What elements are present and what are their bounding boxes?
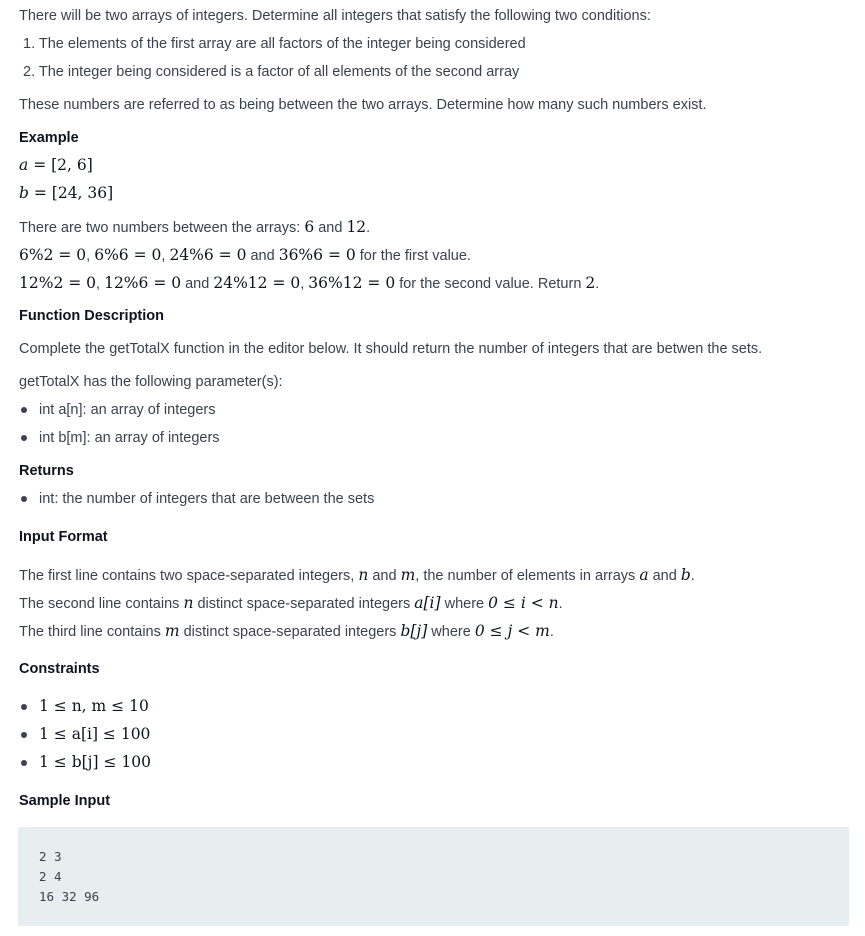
example-line-1-end: . (366, 220, 371, 236)
math-expr: 0 ≤ i < n (488, 594, 559, 612)
param-b: int b[m]: an array of integers (39, 430, 220, 446)
condition-2-marker: 2. (23, 64, 36, 80)
math-var: b (680, 566, 691, 584)
bullet-icon (21, 407, 27, 413)
constraints-heading: Constraints (19, 661, 100, 677)
bullet-icon (21, 760, 27, 766)
sample-input-code-block (18, 827, 849, 926)
condition-1-text: The elements of the first array are all factors of the integer being considered (38, 36, 526, 52)
example-return-value: 2 (585, 274, 596, 292)
math-var: n (358, 566, 369, 584)
math-var: a (639, 566, 649, 584)
bullet-icon (21, 496, 27, 502)
input-format-line-3 (19, 621, 554, 642)
sample-input-heading: Sample Input (19, 793, 111, 809)
example-line-1-prefix: There are two numbers between the arrays: (19, 220, 305, 236)
text: , the number of elements in arrays (415, 568, 640, 584)
math-expr: 24%12 = 0 (213, 274, 301, 292)
returns-heading: Returns (19, 463, 74, 479)
separator: , (86, 248, 95, 264)
example-line-3-mid: for the second value. Return (395, 276, 586, 292)
separator: and (181, 276, 214, 292)
math-var: m (164, 622, 180, 640)
condition-2 (23, 62, 519, 82)
separator: , (96, 276, 105, 292)
example-value-12: 12 (346, 218, 367, 236)
bullet-icon (21, 732, 27, 738)
example-value-6: 6 (304, 218, 315, 236)
example-a-value: = [2, 6] (33, 156, 93, 174)
math-expr: 6%6 = 0 (94, 246, 162, 264)
separator: , (161, 248, 170, 264)
text: distinct space-separated integers (193, 596, 415, 612)
separator: , (300, 276, 309, 292)
text: The first line contains two space-separated integers, (19, 568, 359, 584)
condition-1 (23, 34, 526, 54)
example-heading: Example (19, 130, 79, 146)
sample-input-line-3: 16 32 96 (39, 889, 100, 904)
bullet-icon (21, 704, 27, 710)
text: The second line contains (19, 596, 184, 612)
text: . (558, 596, 563, 612)
math-var: n (183, 594, 194, 612)
math-expr: a[i] (414, 594, 441, 612)
constraint-3: 1 ≤ b[j] ≤ 100 (39, 753, 151, 771)
math-expr: 24%6 = 0 (169, 246, 247, 264)
math-expr: 0 ≤ j < m (474, 622, 550, 640)
example-line-2 (19, 245, 471, 266)
example-line-1 (19, 217, 370, 238)
math-var: m (400, 566, 416, 584)
bullet-icon (21, 435, 27, 441)
sample-input-line-1: 2 3 (39, 849, 62, 864)
param-a: int a[n]: an array of integers (39, 402, 216, 418)
text: and (648, 568, 681, 584)
input-format-line-2 (19, 593, 563, 614)
example-line-1-and: and (314, 220, 347, 236)
intro-text: There will be two arrays of integers. Determine all integers that satisfy the following two conditions: (19, 8, 651, 24)
between-text: These numbers are referred to as being between the two arrays. Determine how many such numbers exist. (19, 97, 707, 113)
constraint-1: 1 ≤ n, m ≤ 10 (39, 697, 149, 715)
text: . (690, 568, 695, 584)
text: and (368, 568, 401, 584)
returns-item: int: the number of integers that are between the sets (39, 491, 375, 507)
example-a-var: a (19, 156, 29, 174)
function-description-heading: Function Description (19, 308, 164, 324)
example-line-2-end: for the first value. (355, 248, 471, 264)
params-intro: getTotalX has the following parameter(s): (19, 374, 283, 390)
example-line-3 (19, 273, 599, 294)
text: where (427, 624, 475, 640)
sample-input-line-2: 2 4 (39, 869, 62, 884)
example-b-var: b (19, 184, 29, 202)
input-format-line-1 (19, 565, 695, 586)
constraint-2: 1 ≤ a[i] ≤ 100 (39, 725, 151, 743)
condition-1-marker: 1. (23, 36, 36, 52)
example-b-value: = [24, 36] (33, 184, 114, 202)
condition-2-text: The integer being considered is a factor of all elements of the second array (38, 64, 520, 80)
math-expr: b[j] (400, 622, 428, 640)
math-expr: 36%12 = 0 (308, 274, 396, 292)
text: distinct space-separated integers (179, 624, 401, 640)
example-line-3-end: . (595, 276, 600, 292)
example-a (19, 155, 93, 175)
separator: and (246, 248, 279, 264)
math-expr: 6%2 = 0 (19, 246, 87, 264)
math-expr: 36%6 = 0 (278, 246, 356, 264)
math-expr: 12%2 = 0 (19, 274, 97, 292)
math-expr: 12%6 = 0 (104, 274, 182, 292)
example-b (19, 183, 113, 203)
text: The third line contains (19, 624, 165, 640)
text: . (549, 624, 554, 640)
text: where (440, 596, 489, 612)
input-format-heading: Input Format (19, 529, 108, 545)
function-description-text: Complete the getTotalX function in the editor below. It should return the number of integers that are betwen the sets. (19, 341, 763, 357)
